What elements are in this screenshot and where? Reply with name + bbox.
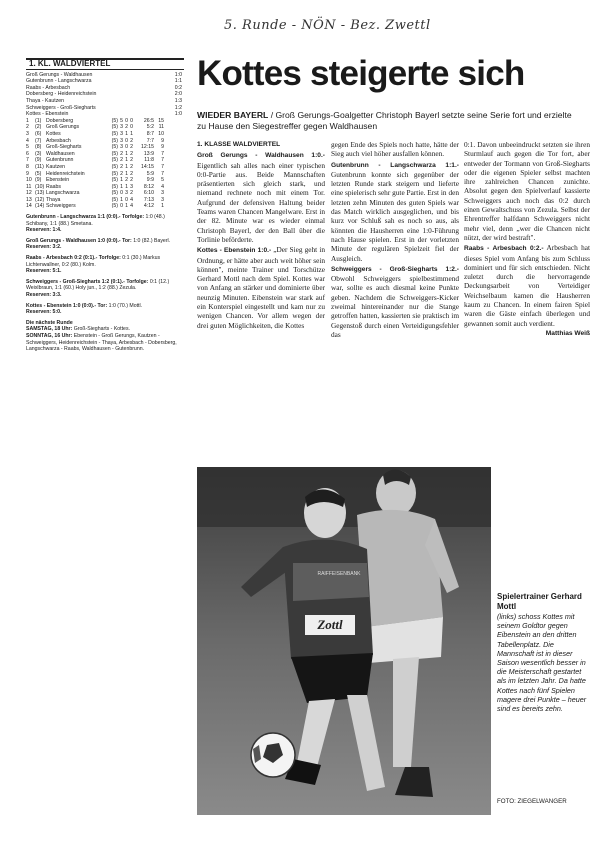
standings-cell-l: 2 — [130, 190, 133, 197]
standings-cell-games: (5) — [111, 130, 118, 137]
standings-cell-w: 3 — [120, 137, 123, 144]
standings-cell-pts: 15 — [158, 117, 164, 124]
report-head: Kottes - Ebenstein 1:0 (0:0).- Tor: — [26, 302, 108, 309]
standings-row — [26, 138, 184, 145]
standings-cell-team: Kottes — [46, 130, 61, 137]
report-text: 1:0 (48.) Schibany, 1:1 (88.) Smetana. — [26, 214, 165, 227]
standings-cell-w: 2 — [120, 163, 123, 170]
standings-cell-pts: 7 — [161, 157, 164, 164]
report-text: 0:1 (30.) Markus Lichtenwallner, 0:2 (80.) Kolm. — [26, 255, 161, 268]
standings-cell-games: (5) — [111, 163, 118, 170]
standings-cell-games: (5) — [111, 150, 118, 157]
standings-cell-l: 3 — [130, 183, 133, 190]
next-round-title: Die nächste Runde — [26, 319, 73, 326]
match-score: 1:3 — [174, 97, 182, 104]
subhead: Schweiggers - Groß-Siegharts 1:2.- — [331, 265, 459, 273]
match-pair: Schweiggers - Groß-Siegharts — [26, 104, 96, 111]
standings-cell-pts: 9 — [161, 144, 164, 151]
standings-cell-prev: (10) — [35, 183, 45, 190]
match-result-row — [26, 91, 184, 98]
standings-row — [26, 118, 184, 125]
standings-cell-w: 3 — [120, 124, 123, 131]
standings-cell-games: (5) — [111, 177, 118, 184]
match-result-row — [26, 105, 184, 112]
headline: Kottes steigerte sich — [197, 54, 525, 93]
standings-cell-w: 2 — [120, 150, 123, 157]
handwritten-note: 5. Runde - NÖN - Bez. Zwettl — [224, 18, 431, 33]
standings-cell-team: Gutenbrunn — [46, 157, 74, 164]
standings-cell-w: 0 — [120, 190, 123, 197]
standings-cell-w: 0 — [120, 203, 123, 210]
standings-cell-l: 2 — [130, 137, 133, 144]
standings-cell-d: 2 — [125, 177, 128, 184]
standings-cell-games: (5) — [111, 144, 118, 151]
report-head: Groß Gerungs - Waldhausen 1:0 (0:0).- Tor: — [26, 237, 132, 244]
subhead: Gutenbrunn - Langschwarza 1:1.- — [331, 161, 459, 169]
standings-cell-d: 2 — [125, 124, 128, 131]
standings-cell-prev: (12) — [35, 196, 45, 203]
standings-cell-pts: 1 — [161, 203, 164, 210]
standings-cell-prev: (9) — [35, 157, 42, 164]
body-text: „Der Sieg geht in Ordnung, er hätte aber auch weit höher sein können", meinte Trainer und Torschütze Gerhard Mottl nach dem Spiel. Kottes war von Anfang an stärker und dominierte über neunzig Minuten. Eibenstein war stark auf ein Konterspiel eingestellt und kam nur zu wenigen Chancen. Vor allem wegen der drei guten Möglichkeiten, die Kottes — [197, 245, 325, 330]
standings-cell-pos: 4 — [26, 137, 29, 144]
standings-row — [26, 203, 184, 210]
standings-cell-d: 1 — [125, 170, 128, 177]
standings-cell-pos: 7 — [26, 157, 29, 164]
match-results — [26, 72, 184, 118]
report-text: 1:0 (70.) Mottl. — [108, 302, 143, 309]
standings-cell-pos: 14 — [26, 203, 32, 210]
match-pair: Dobersberg - Heidenreichstein — [26, 91, 97, 98]
match-report — [26, 214, 184, 234]
match-score: 0:2 — [174, 84, 182, 91]
standings-cell-l: 2 — [130, 157, 133, 164]
subhead: Raabs - Arbesbach 0:2.- — [464, 245, 544, 253]
report-head: Raabs - Arbesbach 0:2 (0:1).- Torfolge: — [26, 255, 121, 262]
paragraph: 0:1. Davon unbeeindruckt setzten sie ihren Sturmlauf auch gegen die Tor fort, aber entweder der Tormann von Groß-Siegharts oder die eigenen Spieler selbst machten ihre zahlreichen Chancen zunichte. Absolut gegen den Spielverlauf kassierte Schweiggers auch noch das 0:2 durch einen Gewaltschuss von Zezula. Selbst der Ehrentreffer halfdann Schweiggers nicht mehr viel, denn „wer die Chancen nicht nützt, der wird bestraft". — [464, 140, 590, 242]
standings-cell-d: 1 — [125, 183, 128, 190]
standings-cell-pos: 10 — [26, 177, 32, 184]
standings-cell-team: Groß Gerungs — [46, 124, 80, 131]
match-score: 1:0 — [174, 111, 182, 118]
standings-row — [26, 184, 184, 191]
standings-cell-prev: (7) — [35, 137, 42, 144]
match-pair: Groß Gerungs - Waldhausen — [26, 71, 93, 78]
paragraph — [464, 243, 590, 328]
standings-cell-goals: 13:9 — [143, 150, 154, 157]
paragraph — [197, 245, 325, 330]
body-text: Eigentlich sah alles nach einer typischen 0:0-Partie aus. Beide Mannschaften präsentierten sich gleich stark, und niemand rechnete noch mit einem Tor. Aufgrund der defensiven Haltung beider Teams waren Chancen Mangelware. Erst in der 82. Minute war es wieder einmal Christoph Bayerl, der den Ball über die Torlinie beförderte. — [197, 160, 325, 244]
match-report — [26, 238, 184, 251]
match-score: 1:1 — [174, 78, 182, 85]
standings-cell-pos: 5 — [26, 144, 29, 151]
standings-cell-goals: 8:7 — [146, 130, 154, 137]
standings-cell-games: (5) — [111, 183, 118, 190]
match-result-row — [26, 85, 184, 92]
standings-cell-d: 0 — [125, 196, 128, 203]
standings-cell-l: 1 — [130, 130, 133, 137]
standings-cell-team: Dobersberg — [46, 117, 74, 124]
standings-cell-pos: 2 — [26, 124, 29, 131]
match-result-row — [26, 111, 184, 118]
standings-cell-d: 1 — [125, 130, 128, 137]
match-reports — [26, 214, 184, 316]
caption-title: Spielertrainer Gerhard Mottl — [497, 592, 582, 611]
standings-cell-goals: 4:12 — [143, 203, 154, 210]
standings-cell-games: (5) — [111, 196, 118, 203]
report-reserve: Reserven: 3:2. — [26, 244, 62, 251]
standings-cell-pts: 3 — [161, 196, 164, 203]
standings-cell-l: 2 — [130, 163, 133, 170]
sunday-text: Ebenstein - Groß Gerungs, Kautzen - Schweiggers, Heidenreichstein - Thaya, Arbesbach - Dobersberg, Langschwarza - Raabs, Waldhausen - Gutenbrunn. — [26, 332, 177, 353]
standings-cell-l: 2 — [130, 177, 133, 184]
match-result-row — [26, 72, 184, 79]
next-round-saturday — [26, 326, 184, 333]
sunday-label: SONNTAG, 16 Uhr: — [26, 332, 73, 339]
standings-cell-d: 3 — [125, 190, 128, 197]
shirt-sponsor-text: Zottl — [317, 617, 343, 632]
paragraph — [331, 160, 459, 263]
match-photo — [197, 467, 491, 815]
kicker-separator: / — [268, 110, 276, 120]
standings-cell-w: 1 — [120, 196, 123, 203]
standings-cell-d: 1 — [125, 203, 128, 210]
standings-row — [26, 190, 184, 197]
match-report — [26, 303, 184, 316]
standings-cell-pts: 9 — [161, 137, 164, 144]
kicker — [197, 110, 583, 132]
photo-caption — [497, 592, 589, 713]
body-text: Obwohl Schweiggers spielbestimmend war, sollte es auch diesmal keine Punkte geben. Nachdem die Schweiggers-Kicker zweimal hintereinander nur die Stange getroffen hatten, kassierten sie praktisch im Gegenstoß durch einen Verteidigungsfehler das — [331, 274, 459, 339]
standings-cell-pts: 7 — [161, 150, 164, 157]
standings-cell-games: (5) — [111, 124, 118, 131]
standings-cell-goals: 14:15 — [141, 163, 154, 170]
match-pair: Gutenbrunn - Langschwarza — [26, 78, 92, 85]
standings-cell-l: 4 — [130, 196, 133, 203]
standings-cell-l: 2 — [130, 150, 133, 157]
standings-cell-l: 2 — [130, 144, 133, 151]
standings-cell-prev: (5) — [35, 170, 42, 177]
standings-cell-pts: 4 — [161, 183, 164, 190]
standings-cell-goals: 6:10 — [143, 190, 154, 197]
standings-cell-team: Ebenstein — [46, 177, 70, 184]
report-head: Gutenbrunn - Langschwarza 1:1 (0:0).- Torfolge: — [26, 214, 145, 221]
standings-cell-prev: (13) — [35, 190, 45, 197]
paragraph — [197, 150, 325, 244]
standings-cell-w: 3 — [120, 144, 123, 151]
standings-cell-team: Kautzen — [46, 163, 66, 170]
standings-cell-team: Schweiggers — [46, 203, 76, 210]
next-round-sunday — [26, 333, 184, 353]
standings-cell-goals: 11:8 — [144, 157, 154, 164]
report-reserve: Reserven: 3:3. — [26, 292, 62, 298]
standings-cell-l: 2 — [130, 170, 133, 177]
standings-cell-d: 0 — [125, 117, 128, 124]
standings-cell-pts: 10 — [158, 130, 164, 137]
football — [251, 733, 295, 777]
standings-cell-w: 1 — [120, 183, 123, 190]
match-pair: Kottes - Ebenstein — [26, 111, 69, 118]
standings-cell-team: Heidenreichstein — [46, 170, 85, 177]
match-score: 1:0 — [174, 71, 182, 78]
standings-cell-pts: 7 — [161, 170, 164, 177]
match-pair: Thaya - Kautzen — [26, 97, 65, 104]
standings-cell-goals: 5:9 — [146, 170, 154, 177]
standings-cell-prev: (11) — [35, 163, 44, 170]
standings-cell-d: 1 — [125, 150, 128, 157]
standings-row — [26, 144, 184, 151]
standings-cell-w: 5 — [120, 117, 123, 124]
match-pair: Raabs - Arbesbach — [26, 84, 71, 91]
section-title: 1. KLASSE WALDVIERTEL — [197, 141, 281, 148]
standings-cell-team: Arbesbach — [46, 137, 71, 144]
standings-cell-team: Langschwarza — [46, 190, 80, 197]
standings-cell-games: (5) — [111, 203, 118, 210]
caption-text: (links) schoss Kottes mit seinem Goldtor gegen Eibenstein an den dritten Tabellenplatz. Die Mannschaft ist in dieser Saison wesentlich besser in die Meisterschaft gestartet als im letzten Jahr. Da hatte Kottes nach fünf Spielen magere drei Punkte – heuer sind es bereits zehn. — [497, 612, 587, 714]
body-text: Gutenbrunn konnte sich gegenüber der letzten Runde stark steigern und lieferte eine spielerisch sehr gute Partie. Erst in den letzten zehn Minuten des guten Spiels war das Match wirklich ausgeglichen, und bis kurz vor Schluß sah es noch so aus, als könnten die Hausherren eine 1:0-Führung nach Hause spielen. Erst in der vorletzten Minute der regulären Spielzeit fiel der Ausgleich. — [331, 169, 459, 263]
standings-cell-pts: 7 — [161, 163, 164, 170]
standings-cell-team: Waldhausen — [46, 150, 75, 157]
standings-cell-pts: 3 — [161, 190, 164, 197]
standings-cell-goals: 5:2 — [146, 124, 154, 131]
match-result-row — [26, 98, 184, 105]
standings-row — [26, 157, 184, 164]
standings-cell-prev: (8) — [35, 144, 42, 151]
standings-cell-l: 4 — [130, 203, 133, 210]
body-text: Arbesbach hat dieses Spiel vom Anfang bis zum Schluss dominiert und für sich entschieden. Nicht zuletzt durch die hervorragende Deckungsarbeit von Verteidiger Weichselbaum kamen die Hausherren kaum zu Chancen. In einem fairen Spiel waren die Gäste einfach überlegen und gewannen somit auch verdient. — [464, 243, 591, 328]
standings-cell-pos: 6 — [26, 150, 29, 157]
kicker-keyword: WIEDER BAYERL — [197, 110, 269, 120]
standings-cell-games: (5) — [111, 137, 118, 144]
standings-cell-pos: 9 — [26, 170, 29, 177]
results-sidebar — [26, 58, 184, 353]
report-head: Schweiggers - Groß-Siegharts 1:2 (0:1).- Torfolge: — [26, 278, 149, 285]
article-column-3 — [464, 140, 590, 339]
subhead: Groß Gerungs - Waldhausen 1:0.- — [197, 152, 325, 160]
standings-cell-pts: 11 — [158, 124, 164, 131]
standings-cell-prev: (1) — [35, 117, 42, 124]
league-title: 1. KL. WALDVIERTEL — [26, 58, 184, 70]
standings-row — [26, 124, 184, 131]
standings-cell-pos: 1 — [26, 117, 29, 124]
standings-row — [26, 197, 184, 204]
standings-cell-pos: 13 — [26, 196, 32, 203]
article-column-1 — [197, 140, 325, 331]
report-reserve: Reserven: 5:1. — [26, 268, 62, 275]
standings-cell-games: (5) — [111, 170, 118, 177]
standings-cell-pos: 11 — [26, 183, 32, 190]
report-reserve: Reserven: 5:0. — [26, 309, 62, 316]
standings-cell-games: (5) — [111, 190, 118, 197]
standings-cell-prev: (3) — [35, 150, 42, 157]
standings-cell-pts: 5 — [161, 177, 164, 184]
standings-cell-goals: 7:13 — [143, 196, 154, 203]
paragraph: gegen Ende des Spiels noch hatte, hätte der Sieg auch viel höher ausfallen können. — [331, 140, 459, 159]
photo-credit: FOTO: ZIEGELWANGER — [497, 798, 567, 805]
standings-cell-goals: 7:7 — [146, 137, 154, 144]
standings-cell-team: Raabs — [46, 183, 61, 190]
standings-row — [26, 164, 184, 171]
standings-table — [26, 118, 184, 210]
author-name: Matthias Weiß — [545, 329, 590, 337]
standings-cell-d: 1 — [125, 163, 128, 170]
article-column-2 — [331, 140, 459, 340]
match-score: 1:2 — [174, 104, 182, 111]
football-players-illustration — [197, 467, 491, 815]
standings-cell-goals: 12:15 — [141, 144, 154, 151]
saturday-label: SAMSTAG, 18 Uhr: — [26, 326, 73, 333]
kicker-text: Groß Gerungs-Goalgetter Christoph Bayerl setzte seine Serie fort und erzielte zu Hause den Siegestreffer gegen Waldhausen — [197, 110, 572, 131]
standings-cell-goals: 26:5 — [143, 117, 154, 124]
standings-cell-l: 0 — [130, 117, 133, 124]
standings-cell-prev: (9) — [35, 177, 42, 184]
standings-row — [26, 151, 184, 158]
standings-cell-d: 1 — [125, 157, 128, 164]
standings-cell-d: 0 — [125, 144, 128, 151]
standings-row — [26, 177, 184, 184]
standings-cell-w: 2 — [120, 157, 123, 164]
next-round — [26, 320, 184, 353]
standings-cell-games: (5) — [111, 117, 118, 124]
standings-cell-prev: (2) — [35, 124, 42, 131]
match-report — [26, 279, 184, 299]
standings-cell-w: 3 — [120, 130, 123, 137]
standings-cell-prev: (6) — [35, 130, 42, 137]
standings-cell-team: Groß-Siegharts — [46, 144, 82, 151]
standings-cell-pos: 8 — [26, 163, 29, 170]
standings-cell-goals: 9:9 — [146, 177, 154, 184]
standings-cell-prev: (14) — [35, 203, 45, 210]
standings-cell-w: 1 — [120, 177, 123, 184]
subhead: Kottes - Ebenstein 1:0.- — [197, 247, 272, 255]
match-result-row — [26, 78, 184, 85]
report-text: 0:1 (12.) Weixlbraun, 1:1 (60.) Holy jun., 1:2 (88.) Zezula. — [26, 278, 170, 292]
standings-cell-pos: 12 — [26, 190, 32, 197]
match-report — [26, 255, 184, 275]
report-text: 1:0 (82.) Bayerl. — [133, 237, 171, 244]
standings-row — [26, 131, 184, 138]
saturday-text: Groß-Siegharts - Kottes. — [73, 326, 130, 333]
standings-cell-d: 0 — [125, 137, 128, 144]
standings-cell-pos: 3 — [26, 130, 29, 137]
standings-row — [26, 171, 184, 178]
standings-cell-goals: 8:12 — [143, 183, 154, 190]
shirt-sponsor-top-text: RAIFFEISENBANK — [317, 571, 361, 577]
match-score: 2:0 — [174, 91, 182, 98]
report-reserve: Reserven: 1:4. — [26, 227, 62, 234]
standings-cell-w: 2 — [120, 170, 123, 177]
paragraph — [331, 264, 459, 339]
standings-cell-team: Thaya — [46, 196, 61, 203]
standings-cell-games: (5) — [111, 157, 118, 164]
standings-cell-l: 0 — [130, 124, 133, 131]
